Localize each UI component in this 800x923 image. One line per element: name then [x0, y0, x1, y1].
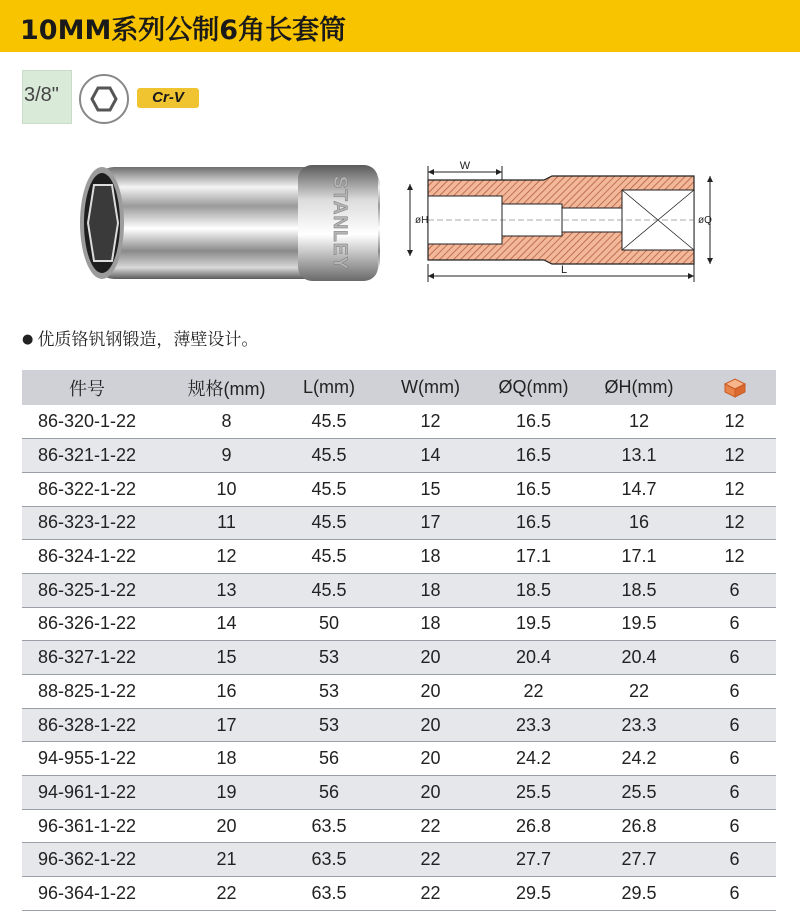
header-size: 规格(mm): [174, 370, 279, 405]
package-qty-cell: 6: [693, 607, 776, 641]
header-length: L(mm): [279, 370, 379, 405]
brand-text: STANLEY: [329, 175, 350, 271]
size-cell: 12: [174, 540, 279, 574]
width-cell: 18: [379, 540, 482, 574]
size-cell: 10: [174, 472, 279, 506]
table-row: [22, 675, 776, 709]
size-cell: 11: [174, 506, 279, 540]
table-row: [22, 843, 776, 877]
width-cell: 20: [379, 776, 482, 810]
h-dimension-label: øH: [415, 215, 429, 226]
length-cell: 56: [279, 776, 379, 810]
q-diameter-cell: 16.5: [482, 405, 585, 439]
h-diameter-cell: 17.1: [585, 540, 693, 574]
package-qty-cell: 6: [693, 641, 776, 675]
q-diameter-cell: 16.5: [482, 439, 585, 473]
size-cell: 13: [174, 573, 279, 607]
package-qty-cell: 6: [693, 742, 776, 776]
table-row: [22, 809, 776, 843]
h-diameter-cell: 22: [585, 675, 693, 709]
l-dimension-label: L: [560, 264, 568, 276]
length-cell: 45.5: [279, 439, 379, 473]
header-package-qty: [693, 370, 776, 405]
part-number-cell: 94-955-1-22: [22, 742, 174, 776]
q-diameter-cell: 26.8: [482, 809, 585, 843]
q-diameter-cell: 25.5: [482, 776, 585, 810]
box-package-icon: [722, 378, 748, 398]
part-number-cell: 86-320-1-22: [22, 405, 174, 439]
part-number-cell: 96-361-1-22: [22, 809, 174, 843]
table-row: [22, 573, 776, 607]
w-dimension-label: W: [459, 160, 471, 172]
part-number-cell: 86-322-1-22: [22, 472, 174, 506]
length-cell: 53: [279, 708, 379, 742]
q-diameter-cell: 18.5: [482, 573, 585, 607]
length-cell: 53: [279, 675, 379, 709]
header-width: W(mm): [379, 370, 482, 405]
part-number-cell: 86-323-1-22: [22, 506, 174, 540]
h-diameter-cell: 24.2: [585, 742, 693, 776]
table-row: [22, 439, 776, 473]
length-cell: 45.5: [279, 472, 379, 506]
hexagon-icon: [78, 73, 130, 125]
q-diameter-cell: 16.5: [482, 472, 585, 506]
size-cell: 18: [174, 742, 279, 776]
h-diameter-cell: 18.5: [585, 573, 693, 607]
table-row: [22, 641, 776, 675]
q-diameter-cell: 29.5: [482, 877, 585, 911]
package-qty-cell: 6: [693, 776, 776, 810]
width-cell: 20: [379, 675, 482, 709]
h-diameter-cell: 12: [585, 405, 693, 439]
part-number-cell: 86-327-1-22: [22, 641, 174, 675]
length-cell: 56: [279, 742, 379, 776]
table-row: [22, 540, 776, 574]
header-part-number: 件号: [22, 370, 174, 405]
package-qty-cell: 12: [693, 439, 776, 473]
table-row: [22, 776, 776, 810]
h-diameter-cell: 26.8: [585, 809, 693, 843]
table-row: [22, 472, 776, 506]
header-q-diameter: ØQ(mm): [482, 370, 585, 405]
package-qty-cell: 12: [693, 506, 776, 540]
package-qty-cell: 6: [693, 675, 776, 709]
size-cell: 15: [174, 641, 279, 675]
package-qty-cell: 6: [693, 708, 776, 742]
h-diameter-cell: 13.1: [585, 439, 693, 473]
length-cell: 50: [279, 607, 379, 641]
size-cell: 22: [174, 877, 279, 911]
package-qty-cell: 12: [693, 405, 776, 439]
package-qty-cell: 12: [693, 472, 776, 506]
width-cell: 12: [379, 405, 482, 439]
length-cell: 63.5: [279, 877, 379, 911]
size-cell: 20: [174, 809, 279, 843]
part-number-cell: 88-825-1-22: [22, 675, 174, 709]
width-cell: 22: [379, 877, 482, 911]
package-qty-cell: 6: [693, 877, 776, 911]
title-bar: [0, 0, 800, 52]
h-diameter-cell: 29.5: [585, 877, 693, 911]
table-row: [22, 708, 776, 742]
length-cell: 45.5: [279, 506, 379, 540]
h-diameter-cell: 27.7: [585, 843, 693, 877]
h-diameter-cell: 19.5: [585, 607, 693, 641]
width-cell: 17: [379, 506, 482, 540]
part-number-cell: 96-364-1-22: [22, 877, 174, 911]
length-cell: 45.5: [279, 540, 379, 574]
length-cell: 45.5: [279, 573, 379, 607]
page-title: 10MM系列公制6角长套筒: [20, 15, 347, 46]
width-cell: 15: [379, 472, 482, 506]
size-cell: 19: [174, 776, 279, 810]
width-cell: 20: [379, 641, 482, 675]
length-cell: 45.5: [279, 405, 379, 439]
q-diameter-cell: 27.7: [482, 843, 585, 877]
header-h-diameter: ØH(mm): [585, 370, 693, 405]
size-cell: 21: [174, 843, 279, 877]
feature-line: [22, 325, 258, 350]
table-header-row: [22, 370, 776, 405]
socket-photo: [78, 163, 388, 283]
table-row: [22, 607, 776, 641]
q-diameter-cell: 22: [482, 675, 585, 709]
part-number-cell: 86-324-1-22: [22, 540, 174, 574]
package-qty-cell: 12: [693, 540, 776, 574]
q-diameter-cell: 17.1: [482, 540, 585, 574]
package-qty-cell: 6: [693, 573, 776, 607]
q-dimension-label: øQ: [698, 215, 712, 226]
socket-diagram: [404, 160, 724, 290]
table-row: [22, 506, 776, 540]
q-diameter-cell: 23.3: [482, 708, 585, 742]
drive-size-label: 3/8": [24, 84, 59, 106]
part-number-cell: 86-326-1-22: [22, 607, 174, 641]
width-cell: 22: [379, 809, 482, 843]
h-diameter-cell: 14.7: [585, 472, 693, 506]
package-qty-cell: 6: [693, 843, 776, 877]
part-number-cell: 94-961-1-22: [22, 776, 174, 810]
part-number-cell: 86-325-1-22: [22, 573, 174, 607]
package-qty-cell: 6: [693, 809, 776, 843]
table-row: [22, 405, 776, 439]
q-diameter-cell: 16.5: [482, 506, 585, 540]
h-diameter-cell: 16: [585, 506, 693, 540]
table-row: [22, 742, 776, 776]
size-cell: 16: [174, 675, 279, 709]
q-diameter-cell: 20.4: [482, 641, 585, 675]
width-cell: 14: [379, 439, 482, 473]
part-number-cell: 86-321-1-22: [22, 439, 174, 473]
q-diameter-cell: 19.5: [482, 607, 585, 641]
size-cell: 14: [174, 607, 279, 641]
part-number-cell: 96-362-1-22: [22, 843, 174, 877]
spec-table: [22, 370, 776, 911]
width-cell: 20: [379, 742, 482, 776]
size-cell: 9: [174, 439, 279, 473]
q-diameter-cell: 24.2: [482, 742, 585, 776]
size-cell: 17: [174, 708, 279, 742]
width-cell: 18: [379, 607, 482, 641]
length-cell: 63.5: [279, 809, 379, 843]
h-diameter-cell: 23.3: [585, 708, 693, 742]
width-cell: 18: [379, 573, 482, 607]
table-row: [22, 877, 776, 911]
width-cell: 22: [379, 843, 482, 877]
part-number-cell: 86-328-1-22: [22, 708, 174, 742]
material-badge: Cr-V: [137, 88, 199, 108]
width-cell: 20: [379, 708, 482, 742]
size-cell: 8: [174, 405, 279, 439]
h-diameter-cell: 25.5: [585, 776, 693, 810]
length-cell: 63.5: [279, 843, 379, 877]
h-diameter-cell: 20.4: [585, 641, 693, 675]
length-cell: 53: [279, 641, 379, 675]
bullet-icon: ●: [22, 332, 34, 347]
feature-text: 优质铬钒钢锻造，薄壁设计。: [37, 330, 259, 350]
